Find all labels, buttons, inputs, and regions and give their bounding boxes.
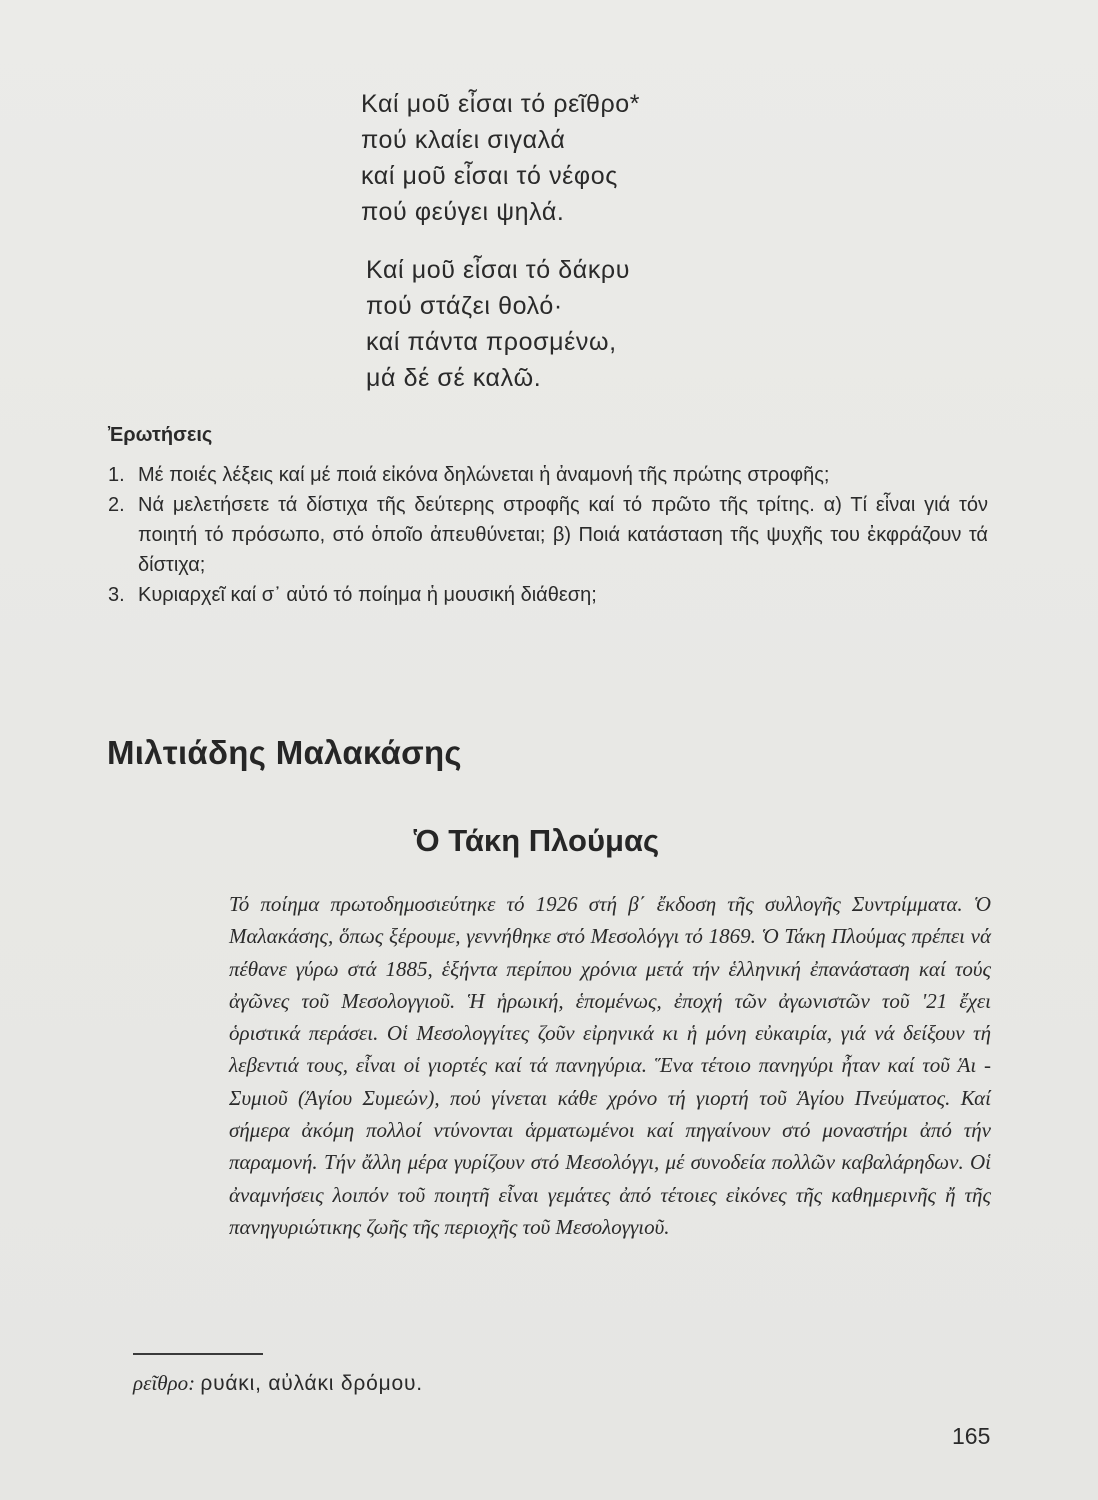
- poem-title: Ὁ Τάκη Πλούμας: [414, 823, 660, 858]
- poem-line: πού στάζει θολό·: [366, 292, 563, 320]
- poem-line: μά δέ σέ καλῶ.: [366, 364, 542, 392]
- poem-line: καί μοῦ εἶσαι τό νέφος: [361, 162, 618, 190]
- poem-line: Καί μοῦ εἶσαι τό ρεῖθρο*: [361, 90, 641, 118]
- poem-line: πού κλαίει σιγαλά: [361, 126, 566, 154]
- page-number: 165: [952, 1423, 991, 1449]
- intro-paragraph: Τό ποίημα πρωτοδημοσιεύτηκε τό 1926 στή β΄ ἔκδοση τῆς συλλογῆς Συντρίμματα. Ὁ Μαλακάσης, ὅπως ξέρουμε, γεννήθηκε στό Μεσολόγγι τό 1869. Ὁ Τάκη Πλούμας πρέπει νά πέθανε γύρω στά 1885, ἑξήντα περίπου χρόνια μετά τήν ἑλληνική ἐπανάσταση καί τούς ἀγῶνες τοῦ Μεσολογγιοῦ. Ἡ ἡρωική, ἑπομένως, ἐποχή τῶν ἀγωνιστῶν τοῦ '21 ἔχει ὁριστικά περάσει. Οἱ Μεσολογγίτες ζοῦν εἰρηνικά κι ἡ μόνη εὐκαιρία, γιά νά δείξουν τή λεβεντιά τους, εἶναι οἱ γιορτές καί τά πανηγύρια. Ἕνα τέτοιο πανηγύρι ἦταν καί τοῦ Ἁι - Συμιοῦ (Ἁγίου Συμεών), πού γίνεται κάθε χρόνο τή γιορτή τοῦ Ἁγίου Πνεύματος. Καί σήμερα ἀκόμη πολλοί ντύνονται ἁρματωμένοι καί πηγαίνουν στό μοναστήρι ἀπό τήν παραμονή. Τήν ἄλλη μέρα γυρίζουν στό Μεσολόγγι, μέ συνοδεία πολλῶν καβαλάρηδων. Οἱ ἀναμνήσεις λοιπόν τοῦ ποιητῆ εἶναι γεμάτες ἀπό τέτοιες εἰκόνες τῆς καθημερινῆς ἤ τῆς πανηγυριώτικης ζωῆς τῆς περιοχῆς τοῦ Μεσολογγιοῦ.: [229, 892, 991, 1239]
- poem-line: πού φεύγει ψηλά.: [361, 198, 565, 226]
- questions-heading: Ἐρωτήσεις: [108, 424, 213, 446]
- question-item: [108, 490, 988, 580]
- question-item: [108, 460, 988, 490]
- question-item: [108, 580, 988, 610]
- author-heading: Μιλτιάδης Μαλακάσης: [107, 734, 462, 771]
- questions-list: [108, 460, 988, 610]
- footnote-divider: [133, 1353, 263, 1355]
- footnote-definition: ρυάκι, αὐλάκι δρόμου.: [200, 1372, 423, 1395]
- footnote: [133, 1371, 423, 1396]
- poem-stanza: [366, 252, 630, 396]
- question-number: 2.: [108, 494, 125, 516]
- footnote-term: ρεῖθρο:: [133, 1371, 196, 1395]
- question-text: Κυριαρχεῖ καί σ᾽ αὐτό τό ποίημα ἡ μουσική διάθεση;: [138, 584, 597, 606]
- question-text: Μέ ποιές λέξεις καί μέ ποιά εἰκόνα δηλώνεται ἡ ἀναμονή τῆς πρώτης στροφῆς;: [138, 464, 830, 486]
- poem-stanza: [361, 86, 640, 230]
- question-number: 3.: [108, 584, 125, 606]
- poem-line: Καί μοῦ εἶσαι τό δάκρυ: [366, 256, 631, 284]
- poem-line: καί πάντα προσμένω,: [366, 328, 617, 356]
- question-text: Νά μελετήσετε τά δίστιχα τῆς δεύτερης στροφῆς καί τό πρῶτο τῆς τρίτης. α) Τί εἶναι γιά τόν ποιητή τό πρόσωπο, στό ὁποῖο ἀπευθύνεται; β) Ποιά κατάσταση τῆς ψυχῆς του ἐκφράζουν τά δίστιχα;: [138, 494, 988, 576]
- question-number: 1.: [108, 464, 125, 486]
